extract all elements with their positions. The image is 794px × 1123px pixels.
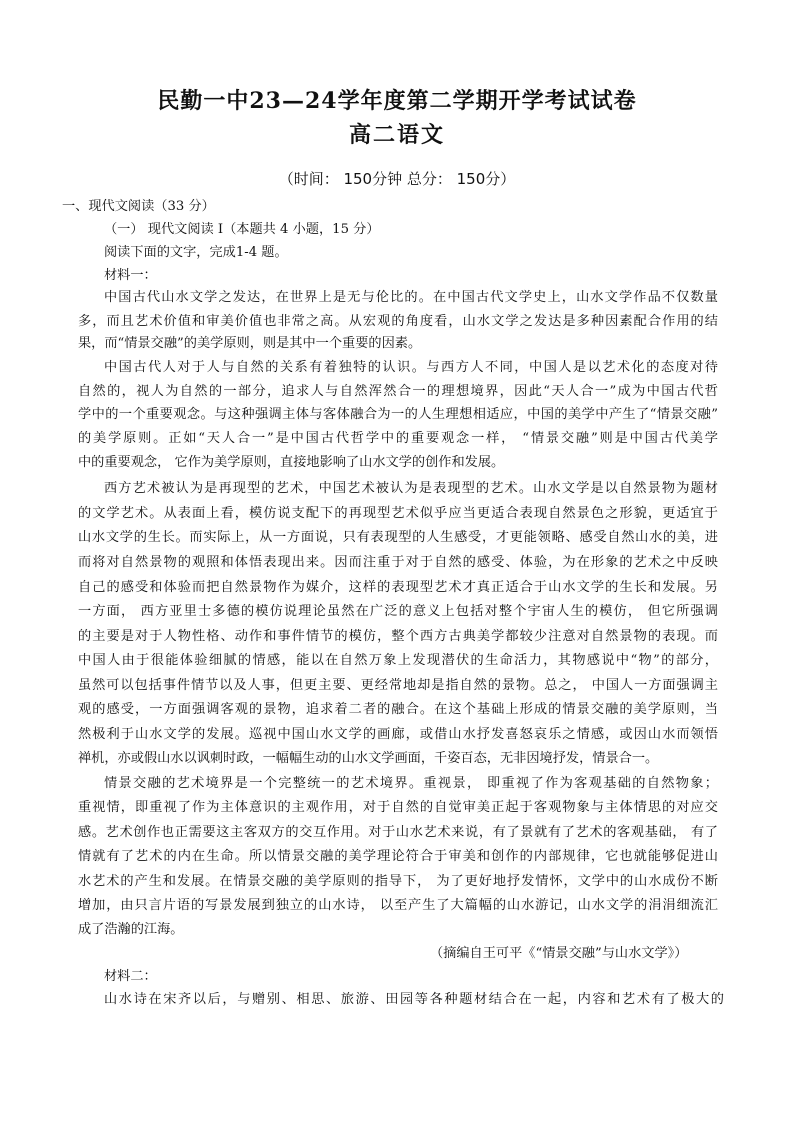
material-two-label: 材料二： xyxy=(104,969,157,984)
paragraph-line: 的文学艺术。从表面上看，模仿说支配下的再现型艺术似乎应当更适合表现自然景色之形貌，更适宜于 xyxy=(78,506,718,521)
paragraph-line: 而将对自然景物的观照和体悟表现出来。因而注重于对于自然的感受、体验，为在形象的艺术之中反映 xyxy=(78,555,718,570)
exam-title: 民勤一中23—24学年度第二学期开学考试试卷 xyxy=(157,88,637,114)
paragraph-line: 的主要是对于人物性格、动作和事件情节的模仿，整个西方古典美学都较少注意对自然景物的表现。而 xyxy=(78,629,718,644)
section-heading: 一、现代文阅读（33 分） xyxy=(62,199,215,214)
paragraph-line: 然极利于山水文学的发展。巡视中国山水文学的画廊，或借山水抒发喜怒哀乐之情感，或因山水而领悟 xyxy=(78,727,718,742)
paragraph-line: 情景交融的艺术境界是一个完整统一的艺术境界。重视景， 即重视了作为客观基础的自然物象； xyxy=(104,776,718,791)
sub-section-heading: （一） 现代文阅读 I（本题共 4 小题，15 分） xyxy=(104,222,380,237)
paragraph-line: 增加，由只言片语的写景发展到独立的山水诗， 以至产生了大篇幅的山水游记，山水文学的涓涓细流汇 xyxy=(78,898,718,913)
paragraph-line: 情就有了艺术的内在生命。所以情景交融的美学理论符合于审美和创作的内部规律，它也就能够促进山 xyxy=(78,849,718,864)
paragraph-line: 中的重要观念， 它作为美学原则，直接地影响了山水文学的创作和发展。 xyxy=(78,455,505,470)
paragraph-line: 中国人由于很能体验细腻的情感，能以在自然万象上发现潜伏的生命活力，其物感说中“物”的部分， xyxy=(78,653,718,668)
paragraph-line: 中国古代山水文学之发达，在世界上是无与伦比的。在中国古代文学史上，山水文学作品不仅数量 xyxy=(104,290,718,305)
paragraph-line: 自然的，视人为自然的一部分，追求人与自然浑然合一的理想境界，因此“天人合一”成为中国古代哲 xyxy=(78,384,718,399)
paragraph-line: 果，而“情景交融”的美学原则，则是其中一个重要的因素。 xyxy=(78,336,422,351)
paragraph-line: 水艺术的产生和发展。在情景交融的美学原则的指导下， 为了更好地抒发情怀，文学中的山水成份不断 xyxy=(78,874,718,889)
paragraph-line: 观的感受，一方面强调客观的景物，追求着二者的融合。在这个基础上形成的情景交融的美学原则，当 xyxy=(78,702,718,717)
paragraph-line: 重视情，即重视了作为主体意识的主观作用，对于自然的自觉审美正起于客观物象与主体情思的对应交 xyxy=(78,800,718,815)
paragraph-line: 西方艺术被认为是再现型的艺术，中国艺术被认为是表现型的艺术。山水文学是以自然景物为题材 xyxy=(104,481,718,496)
paragraph-line: 虽然可以包括事件情节以及人事，但更主要、更经常地却是指自然的景物。总之， 中国人一方面强调主 xyxy=(78,678,718,693)
paragraph-line: 山水诗在宋齐以后，与赠别、相思、旅游、田园等各种题材结合在一起，内容和艺术有了极大的 xyxy=(104,992,724,1007)
paragraph-line: 成了浩瀚的江海。 xyxy=(78,922,184,937)
subject-title: 高二语文 xyxy=(348,122,445,148)
paragraph-line: 中国古代人对于人与自然的关系有着独特的认识。与西方人不同，中国人是以艺术化的态度对待 xyxy=(104,360,718,375)
paragraph-line: 山水文学的生长。而实际上，从一方面说，只有表现型的人生感受，才更能领略、感受自然山水的美，进 xyxy=(78,530,718,545)
material-one-label: 材料一： xyxy=(104,268,157,283)
paragraph-line: 一方面， 西方亚里士多德的模仿说理论虽然在广泛的意义上包括对整个宇宙人生的模仿， 但它所强调 xyxy=(78,604,718,619)
source-citation: （摘编自王可平《“情景交融”与山水文学》） xyxy=(430,946,688,961)
exam-meta: （时间： 150分钟 总分： 150分） xyxy=(278,170,516,188)
instruction-text: 阅读下面的文字，完成1-4 题。 xyxy=(104,245,288,260)
paragraph-line: 的美学原则。正如“天人合一”是中国古代哲学中的重要观念一样， “情景交融”则是中国古代美学 xyxy=(78,431,718,446)
paragraph-line: 感。艺术创作也正需要这主客双方的交互作用。对于山水艺术来说，有了景就有了艺术的客观基础， 有了 xyxy=(78,825,718,840)
paragraph-line: 学中的一个重要观念。与这种强调主体与客体融合为一的人生理想相适应，中国的美学中产生了“情景交融” xyxy=(78,407,718,422)
paragraph-line: 多，而且艺术价值和审美价值也非常之高。从宏观的角度看，山水文学之发达是多种因素配合作用的结 xyxy=(78,314,718,329)
paragraph-line: 自己的感受和体验而把自然景物作为媒介，这样的表现型艺术才真正适合于山水文学的生长和发展。另 xyxy=(78,580,718,595)
paragraph-line: 禅机，亦或假山水以讽刺时政，一幅幅生动的山水文学画面，千姿百态，无非因境抒发，情景合一。 xyxy=(78,751,659,766)
